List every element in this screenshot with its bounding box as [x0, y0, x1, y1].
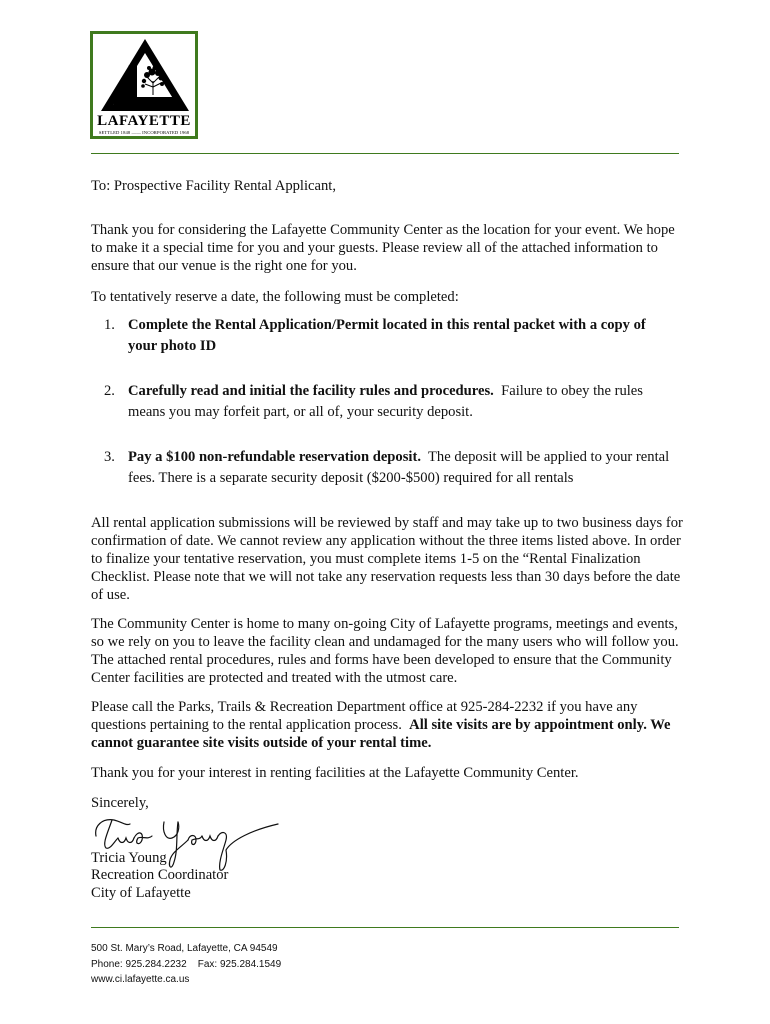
salutation: To: Prospective Facility Rental Applicant,	[91, 178, 337, 194]
list-number: 3.	[104, 449, 115, 465]
logo-tagline: SETTLED 1848 —— INCORPORATED 1968	[98, 130, 190, 135]
review-paragraph: All rental application submissions will be reviewed by staff and may take up to two business days for confirmation of date. We cannot review any application without the three items listed above. In order to finalize your tentative reservation, you must complete items 1-5 on the “Rental Finalization Checklist. Please note that we will not take any reservation requests less than 30 days before the date of use.	[91, 515, 683, 603]
footer	[91, 941, 281, 988]
step-text: The deposit will be applied to your rental fees. There is a separate security deposit ($200-$500) required for all rentals	[128, 449, 670, 486]
step-text: Failure to obey the rules means you may forfeit part, or all of, your security deposit.	[128, 383, 643, 420]
call-paragraph	[91, 698, 683, 752]
intro-paragraph: Thank you for considering the Lafayette Community Center as the location for your event. We hope to make it a special time for you and your guests. Please review all of the attached information to ensure that our venue is the right one for you.	[91, 222, 675, 274]
triangle-tree-emblem	[97, 37, 193, 115]
call-text: Please call the Parks, Trails & Recreation Department office at 925-284-2232 if you have any questions pertaining to the rental application process.	[91, 699, 638, 733]
signer-org: City of Lafayette	[91, 885, 191, 901]
step-bold: Pay a $100 non-refundable reservation deposit.	[128, 449, 421, 465]
list-number: 1.	[104, 317, 115, 333]
reserve-lead: To tentatively reserve a date, the following must be completed:	[91, 289, 459, 305]
header-divider	[91, 153, 679, 154]
step-bold: Carefully read and initial the facility rules and procedures.	[128, 383, 494, 399]
step-bold: Complete the Rental Application/Permit located in this rental packet with a copy of your photo ID	[128, 317, 646, 354]
logo-name: LAFAYETTE	[97, 113, 191, 129]
signer-name: Tricia Young	[91, 850, 167, 866]
thanks-paragraph: Thank you for your interest in renting facilities at the Lafayette Community Center.	[91, 765, 579, 781]
footer-address: 500 St. Mary’s Road, Lafayette, CA 94549	[91, 943, 278, 954]
closing: Sincerely,	[91, 795, 149, 811]
center-paragraph: The Community Center is home to many on-going City of Lafayette programs, meetings and events, so we rely on you to leave the facility clean and undamaged for the many users who will follow you. The attached rental procedures, rules and forms have been developed to ensure that the Community Center facilities are protected and treated with the utmost care.	[91, 616, 679, 686]
footer-website: www.ci.lafayette.ca.us	[91, 974, 190, 985]
call-bold-text: All site visits are by appointment only. We cannot guarantee site visits outside of your rental time.	[91, 717, 671, 751]
footer-phone: Phone: 925.284.2232 Fax: 925.284.1549	[91, 958, 282, 970]
signer-title: Recreation Coordinator	[91, 867, 229, 883]
list-number: 2.	[104, 383, 115, 399]
city-logo	[90, 31, 198, 139]
footer-divider	[91, 927, 679, 928]
